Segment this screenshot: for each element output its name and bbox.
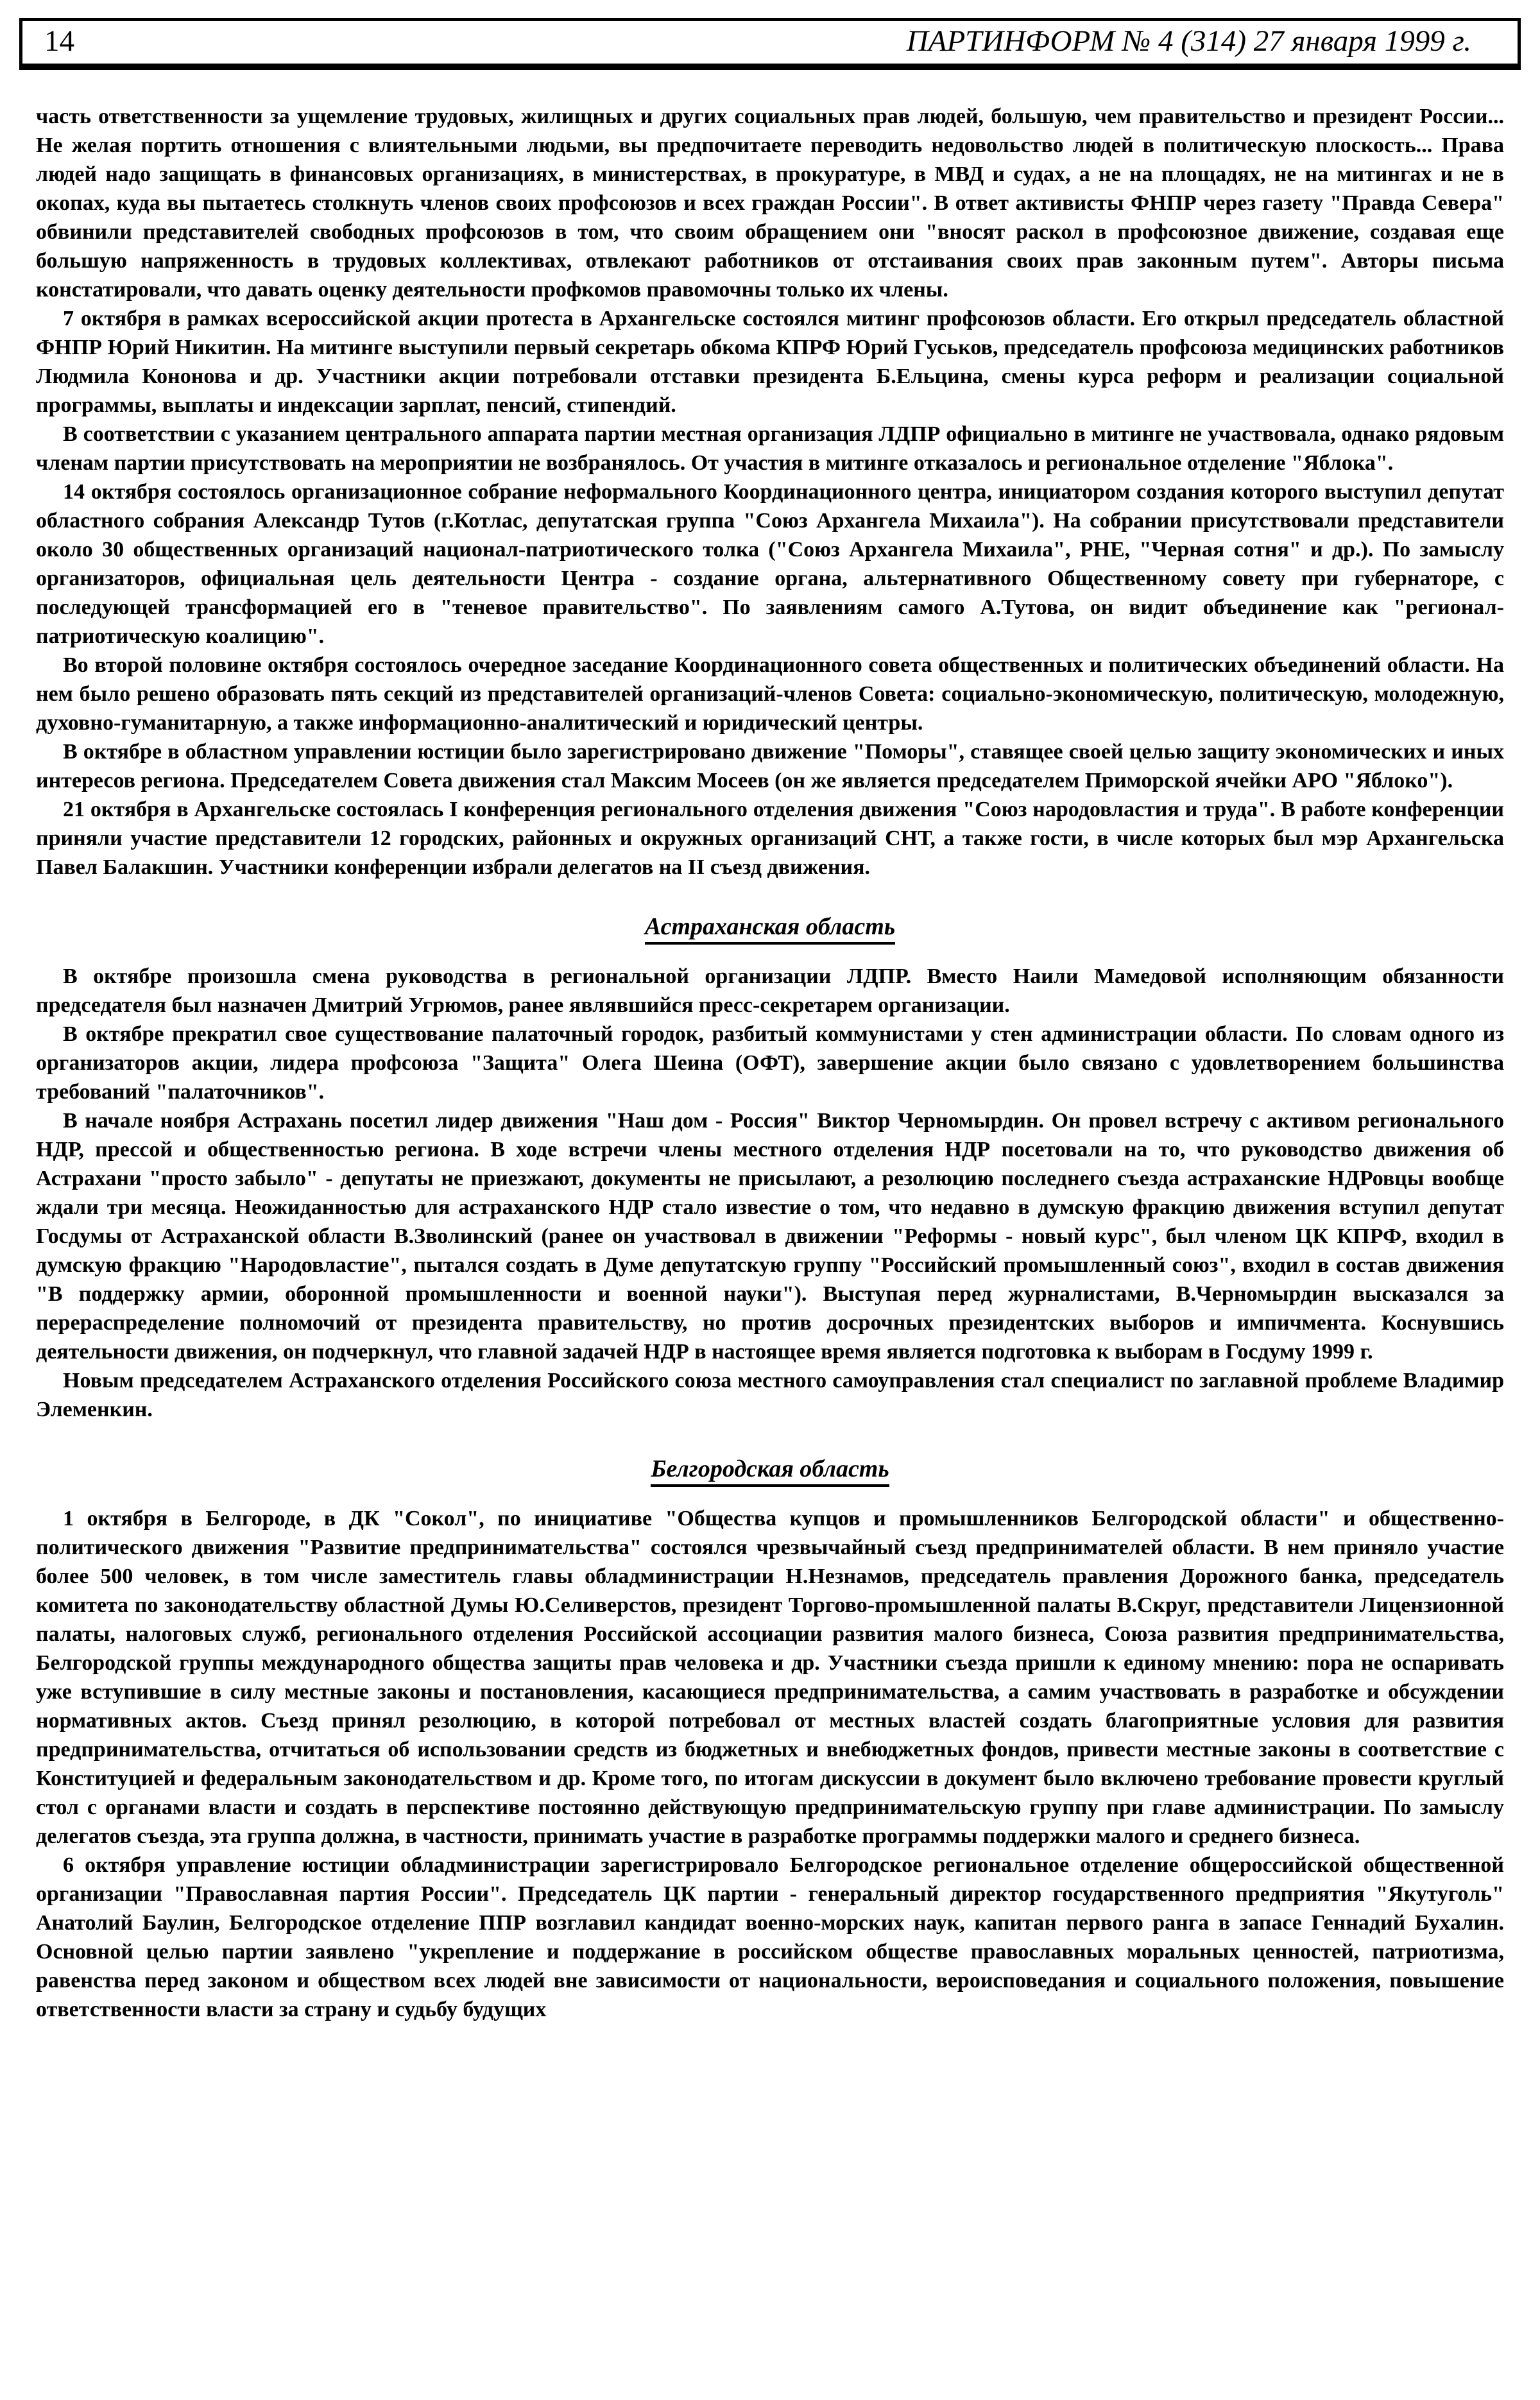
body-paragraph: 1 октября в Белгороде, в ДК "Сокол", по инициативе "Общества купцов и промышленников Белгородской области" и общественно-политического движения "Развитие предпринимательства" состоялся чрезвычайный съезд предпринимателей области. В нем приняло участие более 500 человек, в том числе заместитель главы обладминистрации Н.Незнамов, председатель правления Дорожного банка, председатель комитета по законодательству областной Думы Ю.Селиверстов, президент Торгово-промышленной палаты В.Скруг, представители Лицензионной палаты, налоговых служб, регионального отделения Российской ассоциации развития малого бизнеса, Союза развития предпринимательства, Белгородской группы международного общества защиты прав человека и др. Участники съезда пришли к единому мнению: пора не оспаривать уже вступившие в силу местные законы и постановления, касающиеся предпринимательства, а самим участвовать в разработке и обсуждении нормативных актов. Съезд принял резолюцию, в которой потребовал от местных властей создать благоприятные условия для развития предпринимательства, отчитаться об использовании средств из бюджетных и внебюджетных фондов, привести местные законы в соответствие с Конституцией и федеральным законодательством и др. Кроме того, по итогам дискуссии в документ было включено требование провести круглый стол с органами власти и создать в перспективе постоянно действующую предпринимательскую группу при главе администрации. По замыслу делегатов съезда, эта группа должна, в частности, принимать участие в разработке программы поддержки малого и среднего бизнеса.	[36, 1506, 1504, 1848]
body-paragraph: В соответствии с указанием центрального аппарата партии местная организация ЛДПР официально в митинге не участвовала, однако рядовым членам партии присутствовать на мероприятии не возбранялось. От участия в митинге отказалось и региональное отделение "Яблока".	[36, 422, 1504, 475]
body-paragraph: 21 октября в Архангельске состоялась I конференция регионального отделения движения "Союз народовластия и труда". В работе конференции приняли участие представители 12 городских, районных и окружных организаций СНТ, а также гости, в числе которых был мэр Архангельска Павел Балакшин. Участники конференции избрали делегатов на II съезд движения.	[36, 797, 1504, 879]
body-paragraph: 6 октября управление юстиции обладминистрации зарегистрировало Белгородское региональное отделение общероссийской общественной организации "Православная партия России". Председатель ЦК партии - генеральный директор государственного предприятия "Якутуголь" Анатолий Баулин, Белгородское отделение ППР возглавил кандидат военно-морских наук, капитан первого ранга в запасе Геннадий Бухалин. Основной целью партии заявлено "укрепление и поддержание в российском обществе православных моральных ценностей, патриотизма, равенства перед законом и обществом всех людей вне зависимости от национальности, вероисповедания и социального положения, повышение ответственности власти за страну и судьбу будущих	[36, 1853, 1504, 2021]
body-paragraph: В начале ноября Астрахань посетил лидер движения "Наш дом - Россия" Виктор Черномырдин. Он провел встречу с активом регионального НДР, прессой и общественностью региона. В ходе встречи члены местного отделения НДР посетовали на то, что руководство движения об Астрахани "просто забыло" - депутаты не приезжают, документы не присылают, а резолюцию последнего съезда астраханские НДРовцы вообще ждали три месяца. Неожиданностью для астраханского НДР стало известие о том, что недавно в думскую фракцию движения вступил депутат Госдумы от Астраханской области В.Зволинский (ранее он участвовал в движении "Реформы - новый курс", был членом ЦК КПРФ, входил в думскую фракцию "Народовластие", пытался создать в Думе депутатскую группу "Российский промышленный союз", входил в состав движения "В поддержку армии, оборонной промышленности и военной науки"). Выступая перед журналистами, В.Черномырдин высказался за перераспределение полномочий от президента правительству, но против досрочных президентских выборов и импичмента. Коснувшись деятельности движения, он подчеркнул, что главной задачей НДР в настоящее время является подготовка к выборам в Госдуму 1999 г.	[36, 1108, 1504, 1364]
body-paragraph: Во второй половине октября состоялось очередное заседание Координационного совета общественных и политических объединений области. На нем было решено образовать пять секций из представителей организаций-членов Совета: социально-экономическую, политическую, молодежную, духовно-гуманитарную, а также информационно-аналитический и юридический центры.	[36, 653, 1504, 735]
body-paragraph: В октябре в областном управлении юстиции было зарегистрировано движение "Поморы", ставящее своей целью защиту экономических и иных интересов региона. Председателем Совета движения стал Максим Мосеев (он же является председателем Приморской ячейки АРО "Яблоко").	[36, 739, 1504, 793]
body-paragraph: часть ответственности за ущемление трудовых, жилищных и других социальных прав людей, большую, чем правительство и президент России... Не желая портить отношения с влиятельными людьми, вы предпочитаете переводить недовольство людей в политическую плоскость... Права людей надо защищать в финансовых организациях, в министерствах, в прокуратуре, в МВД и судах, а не на площадях, не на митингах и не в окопах, куда вы пытаетесь столкнуть членов своих профсоюзов и всех граждан России". В ответ активисты ФНПР через газету "Правда Севера" обвинили представителей свободных профсоюзов в том, что своим обращением они "вносят раскол в профсоюзное движение, создавая еще большую напряженность в трудовых коллективах, отвлекают работников от отстаивания своих прав законным путем". Авторы письма констатировали, что давать оценку деятельности профкомов правомочны только их члены.	[36, 104, 1504, 302]
section-heading-label: Астраханская область	[645, 913, 895, 945]
section-heading-astrakhan	[36, 913, 1504, 941]
body-paragraph: 14 октября состоялось организационное собрание неформального Координационного центра, инициатором создания которого выступил депутат областного собрания Александр Тутов (г.Котлас, депутатская группа "Союз Архангела Михаила"). На собрании присутствовали представители около 30 общественных организаций национал-патриотического толка ("Союз Архангела Михаила", РНЕ, "Черная сотня" и др.). По замыслу организаторов, официальная цель деятельности Центра - создание органа, альтернативного Общественному совету при губернаторе, с последующей трансформацией его в "теневое правительство". По заявлениям самого А.Тутова, он видит объединение как "регионал-патриотическую коалицию".	[36, 479, 1504, 648]
body-paragraph: В октябре прекратил свое существование палаточный городок, разбитый коммунистами у стен администрации области. По словам одного из организаторов акции, лидера профсоюза "Защита" Олега Шеина (ОФТ), завершение акции было связано с удовлетворением большинства требований "палаточников".	[36, 1022, 1504, 1104]
page-number: 14	[44, 24, 74, 58]
section-heading-belgorod	[36, 1455, 1504, 1484]
header-title: ПАРТИНФОРМ № 4 (314) 27 января 1999 г.	[906, 24, 1471, 58]
page-header	[19, 18, 1521, 70]
newsletter-page	[0, 18, 1540, 2400]
page-body	[0, 70, 1540, 2024]
section-heading-label: Белгородская область	[651, 1455, 889, 1487]
body-paragraph: 7 октября в рамках всероссийской акции протеста в Архангельске состоялся митинг профсоюзов области. Его открыл председатель областной ФНПР Юрий Никитин. На митинге выступили первый секретарь обкома КПРФ Юрий Гуськов, председатель профсоюза медицинских работников Людмила Кононова и др. Участники акции потребовали отставки президента Б.Ельцина, смены курса реформ и реализации социальной программы, выплаты и индексации зарплат, пенсий, стипендий.	[36, 306, 1504, 417]
body-paragraph: В октябре произошла смена руководства в региональной организации ЛДПР. Вместо Наили Мамедовой исполняющим обязанности председателя был назначен Дмитрий Угрюмов, ранее являвшийся пресс-секретарем организации.	[36, 964, 1504, 1017]
body-paragraph: Новым председателем Астраханского отделения Российского союза местного самоуправления стал специалист по заглавной проблеме Владимир Элеменкин.	[36, 1368, 1504, 1421]
